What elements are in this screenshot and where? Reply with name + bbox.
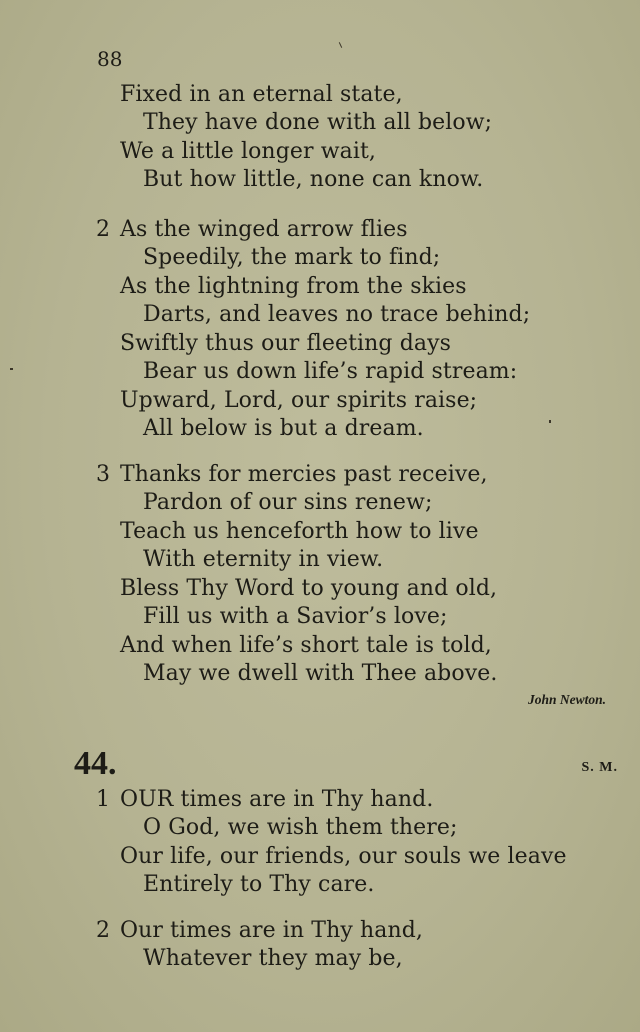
verse-line: OUR times are in Thy hand. (120, 787, 434, 812)
verse-line: We a little longer wait, (120, 139, 377, 164)
verse-line: Swiftly thus our fleeting days (120, 331, 452, 356)
page-number: 88 (97, 47, 123, 71)
verse-line: Fixed in an eternal state, (120, 82, 403, 107)
verse-line: Entirely to Thy care. (143, 872, 375, 897)
verse-line: They have done with all below; (143, 110, 493, 135)
verse-line: Pardon of our sins renew; (143, 490, 433, 515)
verse-line: Bless Thy Word to young and old, (120, 576, 498, 601)
paper-speck (10, 368, 13, 370)
stanza-number: 1 (96, 787, 110, 812)
verse-line: Our times are in Thy hand, (120, 918, 423, 943)
verse-line: Bear us down life’s rapid stream: (143, 359, 518, 384)
verse-line: All below is but a dream. (143, 416, 424, 441)
verse-line: O God, we wish them there; (143, 815, 458, 840)
verse-line: As the lightning from the skies (120, 274, 467, 299)
verse-line: With eternity in view. (143, 547, 384, 572)
verse-line: As the winged arrow flies (120, 217, 408, 242)
paper-speck (549, 420, 551, 423)
verse-line: Teach us henceforth how to live (120, 519, 479, 544)
verse-line: Thanks for mercies past receive, (120, 462, 488, 487)
verse-line: And when life’s short tale is told, (120, 633, 492, 658)
stanza-number: 2 (96, 217, 110, 242)
verse-line: Our life, our friends, our souls we leave (120, 844, 567, 869)
stanza-number: 2 (96, 918, 110, 943)
stanza-number: 3 (96, 462, 110, 487)
verse-line: Whatever they may be, (143, 946, 403, 971)
paper-speck (339, 42, 342, 48)
verse-line: Speedily, the mark to find; (143, 245, 441, 270)
verse-line: Upward, Lord, our spirits raise; (120, 388, 478, 413)
hymn-number: 44. (74, 745, 117, 782)
verse-line: But how little, none can know. (143, 167, 484, 192)
hymn-meter: S. M. (581, 760, 618, 775)
verse-line: Darts, and leaves no trace behind; (143, 302, 531, 327)
verse-line: May we dwell with Thee above. (143, 661, 498, 686)
verse-line: Fill us with a Savior’s love; (143, 604, 448, 629)
author-attribution: John Newton. (527, 692, 606, 707)
